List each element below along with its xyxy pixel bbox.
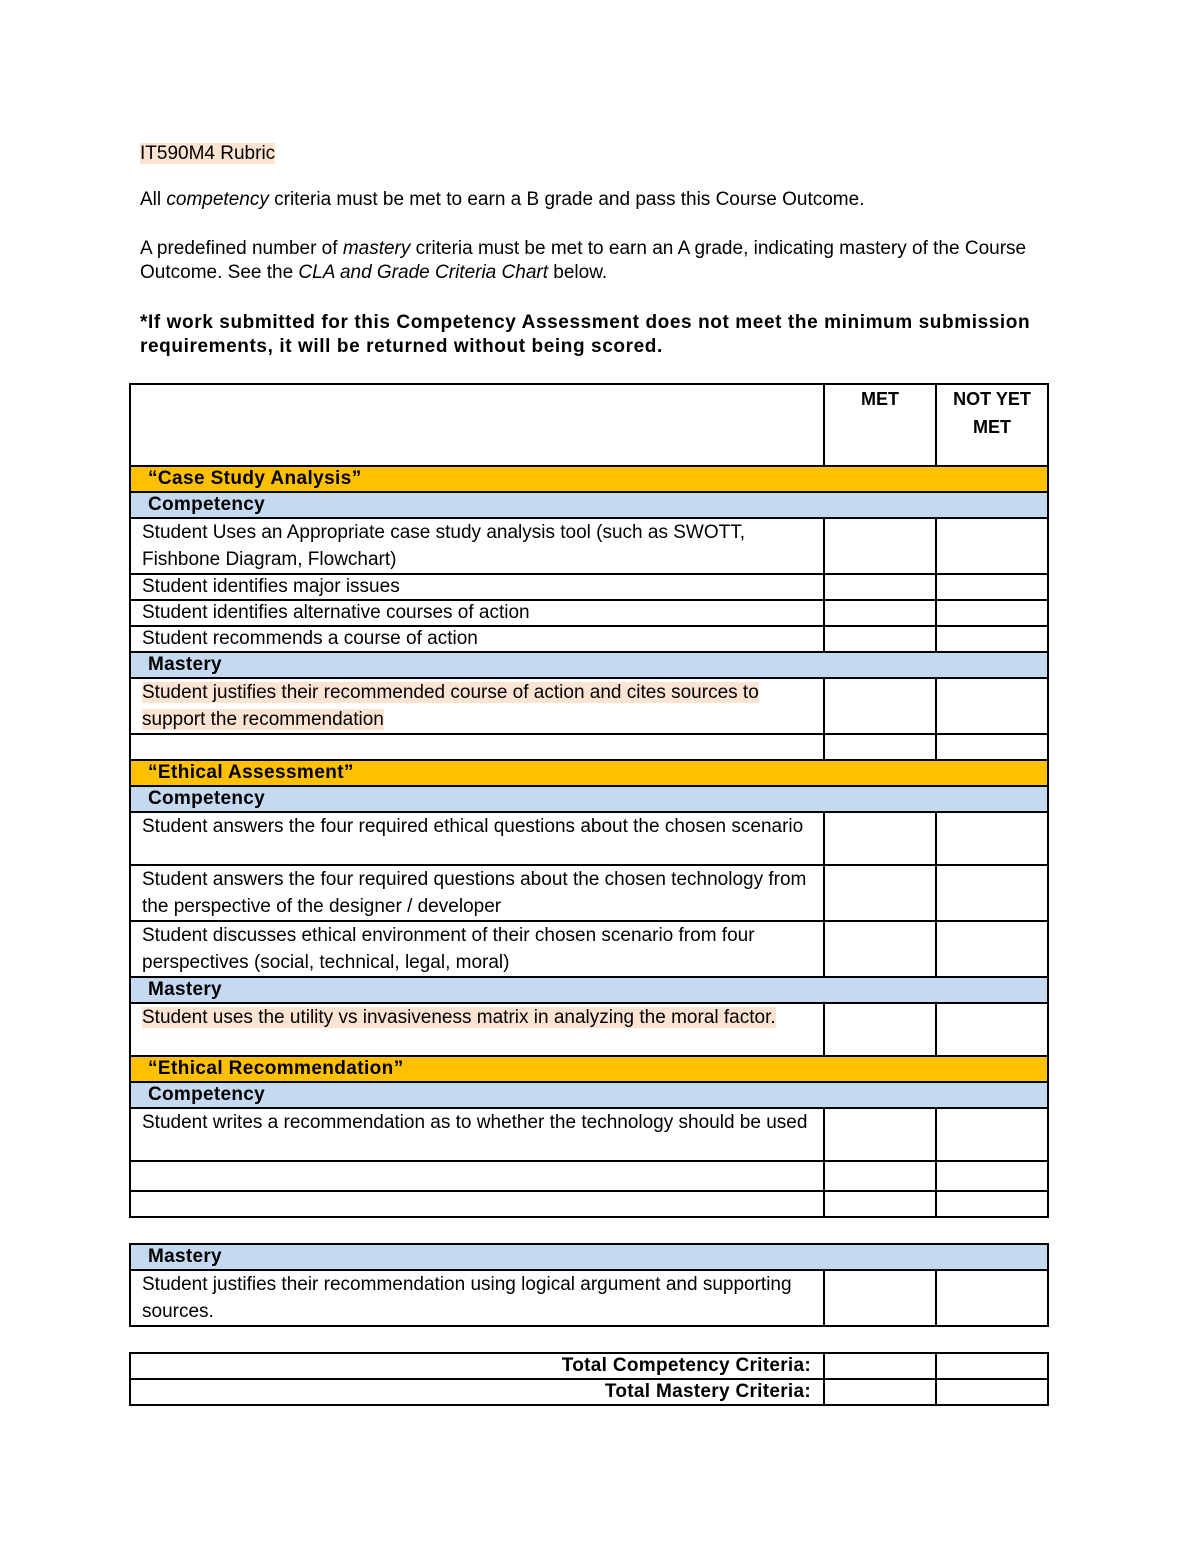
subheader-row bbox=[130, 652, 1048, 678]
total-competency-row bbox=[130, 1353, 1048, 1379]
competency-label: Competency bbox=[130, 786, 1048, 812]
not-met-checkbox-cell[interactable] bbox=[936, 626, 1048, 652]
table-row bbox=[130, 600, 1048, 626]
section-title: “Case Study Analysis” bbox=[130, 466, 1048, 492]
not-met-checkbox-cell[interactable] bbox=[936, 1270, 1048, 1326]
table-row bbox=[130, 865, 1048, 921]
total-mastery-row bbox=[130, 1379, 1048, 1405]
not-met-checkbox-cell[interactable] bbox=[936, 678, 1048, 734]
not-yet-met-column-header: NOT YET MET bbox=[936, 384, 1048, 466]
criterion-text: Student justifies their recommendation using logical argument and supporting sources. bbox=[130, 1270, 824, 1326]
document-title: IT590M4 Rubric bbox=[140, 143, 276, 164]
competency-intro: All competency criteria must be met to earn a B grade and pass this Course Outcome. bbox=[140, 189, 865, 210]
empty-row bbox=[130, 1191, 1048, 1217]
not-met-checkbox-cell[interactable] bbox=[936, 600, 1048, 626]
mastery-label: Mastery bbox=[130, 977, 1048, 1003]
not-met-checkbox-cell[interactable] bbox=[936, 921, 1048, 977]
table-row bbox=[130, 1003, 1048, 1056]
section-title: “Ethical Assessment” bbox=[130, 760, 1048, 786]
met-checkbox-cell[interactable] bbox=[824, 600, 936, 626]
empty-row bbox=[130, 734, 1048, 760]
criterion-text: Student identifies major issues bbox=[130, 574, 824, 600]
subheader-row bbox=[130, 977, 1048, 1003]
final-mastery-table bbox=[129, 1243, 1049, 1327]
section-header bbox=[130, 760, 1048, 786]
criterion-text: Student answers the four required ethical questions about the chosen scenario bbox=[130, 812, 824, 865]
criterion-text: Student answers the four required questions about the chosen technology from the perspective of the designer / developer bbox=[130, 865, 824, 921]
subheader-row bbox=[130, 1244, 1048, 1270]
met-checkbox-cell[interactable] bbox=[824, 1003, 936, 1056]
mastery-label: Mastery bbox=[130, 1244, 1048, 1270]
criterion-text: Student Uses an Appropriate case study analysis tool (such as SWOTT, Fishbone Diagram, Flowchart) bbox=[130, 518, 824, 574]
total-competency-not-met-cell[interactable] bbox=[936, 1353, 1048, 1379]
met-checkbox-cell[interactable] bbox=[824, 1270, 936, 1326]
criterion-text: Student uses the utility vs invasiveness matrix in analyzing the moral factor. bbox=[130, 1003, 824, 1056]
met-checkbox-cell[interactable] bbox=[824, 626, 936, 652]
criteria-header-cell bbox=[130, 384, 824, 466]
table-row bbox=[130, 574, 1048, 600]
total-mastery-not-met-cell[interactable] bbox=[936, 1379, 1048, 1405]
met-column-header: MET bbox=[824, 384, 936, 466]
met-checkbox-cell[interactable] bbox=[824, 574, 936, 600]
met-checkbox-cell[interactable] bbox=[824, 678, 936, 734]
met-checkbox-cell[interactable] bbox=[824, 921, 936, 977]
competency-label: Competency bbox=[130, 1082, 1048, 1108]
section-header bbox=[130, 1056, 1048, 1082]
not-met-checkbox-cell[interactable] bbox=[936, 574, 1048, 600]
submission-warning: *If work submitted for this Competency Assessment does not meet the minimum submission requirements, it will be returned without being scored. bbox=[140, 312, 1031, 357]
total-competency-label: Total Competency Criteria: bbox=[130, 1353, 824, 1379]
criterion-text: Student writes a recommendation as to whether the technology should be used bbox=[130, 1108, 824, 1161]
not-met-checkbox-cell[interactable] bbox=[936, 518, 1048, 574]
mastery-label: Mastery bbox=[130, 652, 1048, 678]
not-met-checkbox-cell[interactable] bbox=[936, 1003, 1048, 1056]
subheader-row bbox=[130, 1082, 1048, 1108]
section-header bbox=[130, 466, 1048, 492]
table-row bbox=[130, 1108, 1048, 1161]
table-row bbox=[130, 518, 1048, 574]
section-title: “Ethical Recommendation” bbox=[130, 1056, 1048, 1082]
subheader-row bbox=[130, 786, 1048, 812]
table-row bbox=[130, 921, 1048, 977]
met-checkbox-cell[interactable] bbox=[824, 1108, 936, 1161]
table-row bbox=[130, 812, 1048, 865]
criterion-text: Student identifies alternative courses of action bbox=[130, 600, 824, 626]
not-met-checkbox-cell[interactable] bbox=[936, 812, 1048, 865]
totals-table bbox=[129, 1352, 1049, 1406]
criterion-text: Student discusses ethical environment of their chosen scenario from four perspectives (social, technical, legal, moral) bbox=[130, 921, 824, 977]
table-row bbox=[130, 626, 1048, 652]
empty-row bbox=[130, 1161, 1048, 1191]
subheader-row bbox=[130, 492, 1048, 518]
met-checkbox-cell[interactable] bbox=[824, 865, 936, 921]
table-header-row bbox=[130, 384, 1048, 466]
not-met-checkbox-cell[interactable] bbox=[936, 1108, 1048, 1161]
met-checkbox-cell[interactable] bbox=[824, 518, 936, 574]
met-checkbox-cell[interactable] bbox=[824, 812, 936, 865]
table-row bbox=[130, 678, 1048, 734]
criterion-text: Student justifies their recommended course of action and cites sources to support the recommendation bbox=[130, 678, 824, 734]
table-row bbox=[130, 1270, 1048, 1326]
mastery-intro: A predefined number of mastery criteria must be met to earn an A grade, indicating mastery of the Course Outcome. See the CLA and Grade Criteria Chart below. bbox=[140, 238, 1027, 283]
not-met-checkbox-cell[interactable] bbox=[936, 865, 1048, 921]
rubric-table bbox=[129, 383, 1049, 1218]
criterion-text: Student recommends a course of action bbox=[130, 626, 824, 652]
total-mastery-label: Total Mastery Criteria: bbox=[130, 1379, 824, 1405]
total-mastery-met-cell[interactable] bbox=[824, 1379, 936, 1405]
competency-label: Competency bbox=[130, 492, 1048, 518]
total-competency-met-cell[interactable] bbox=[824, 1353, 936, 1379]
